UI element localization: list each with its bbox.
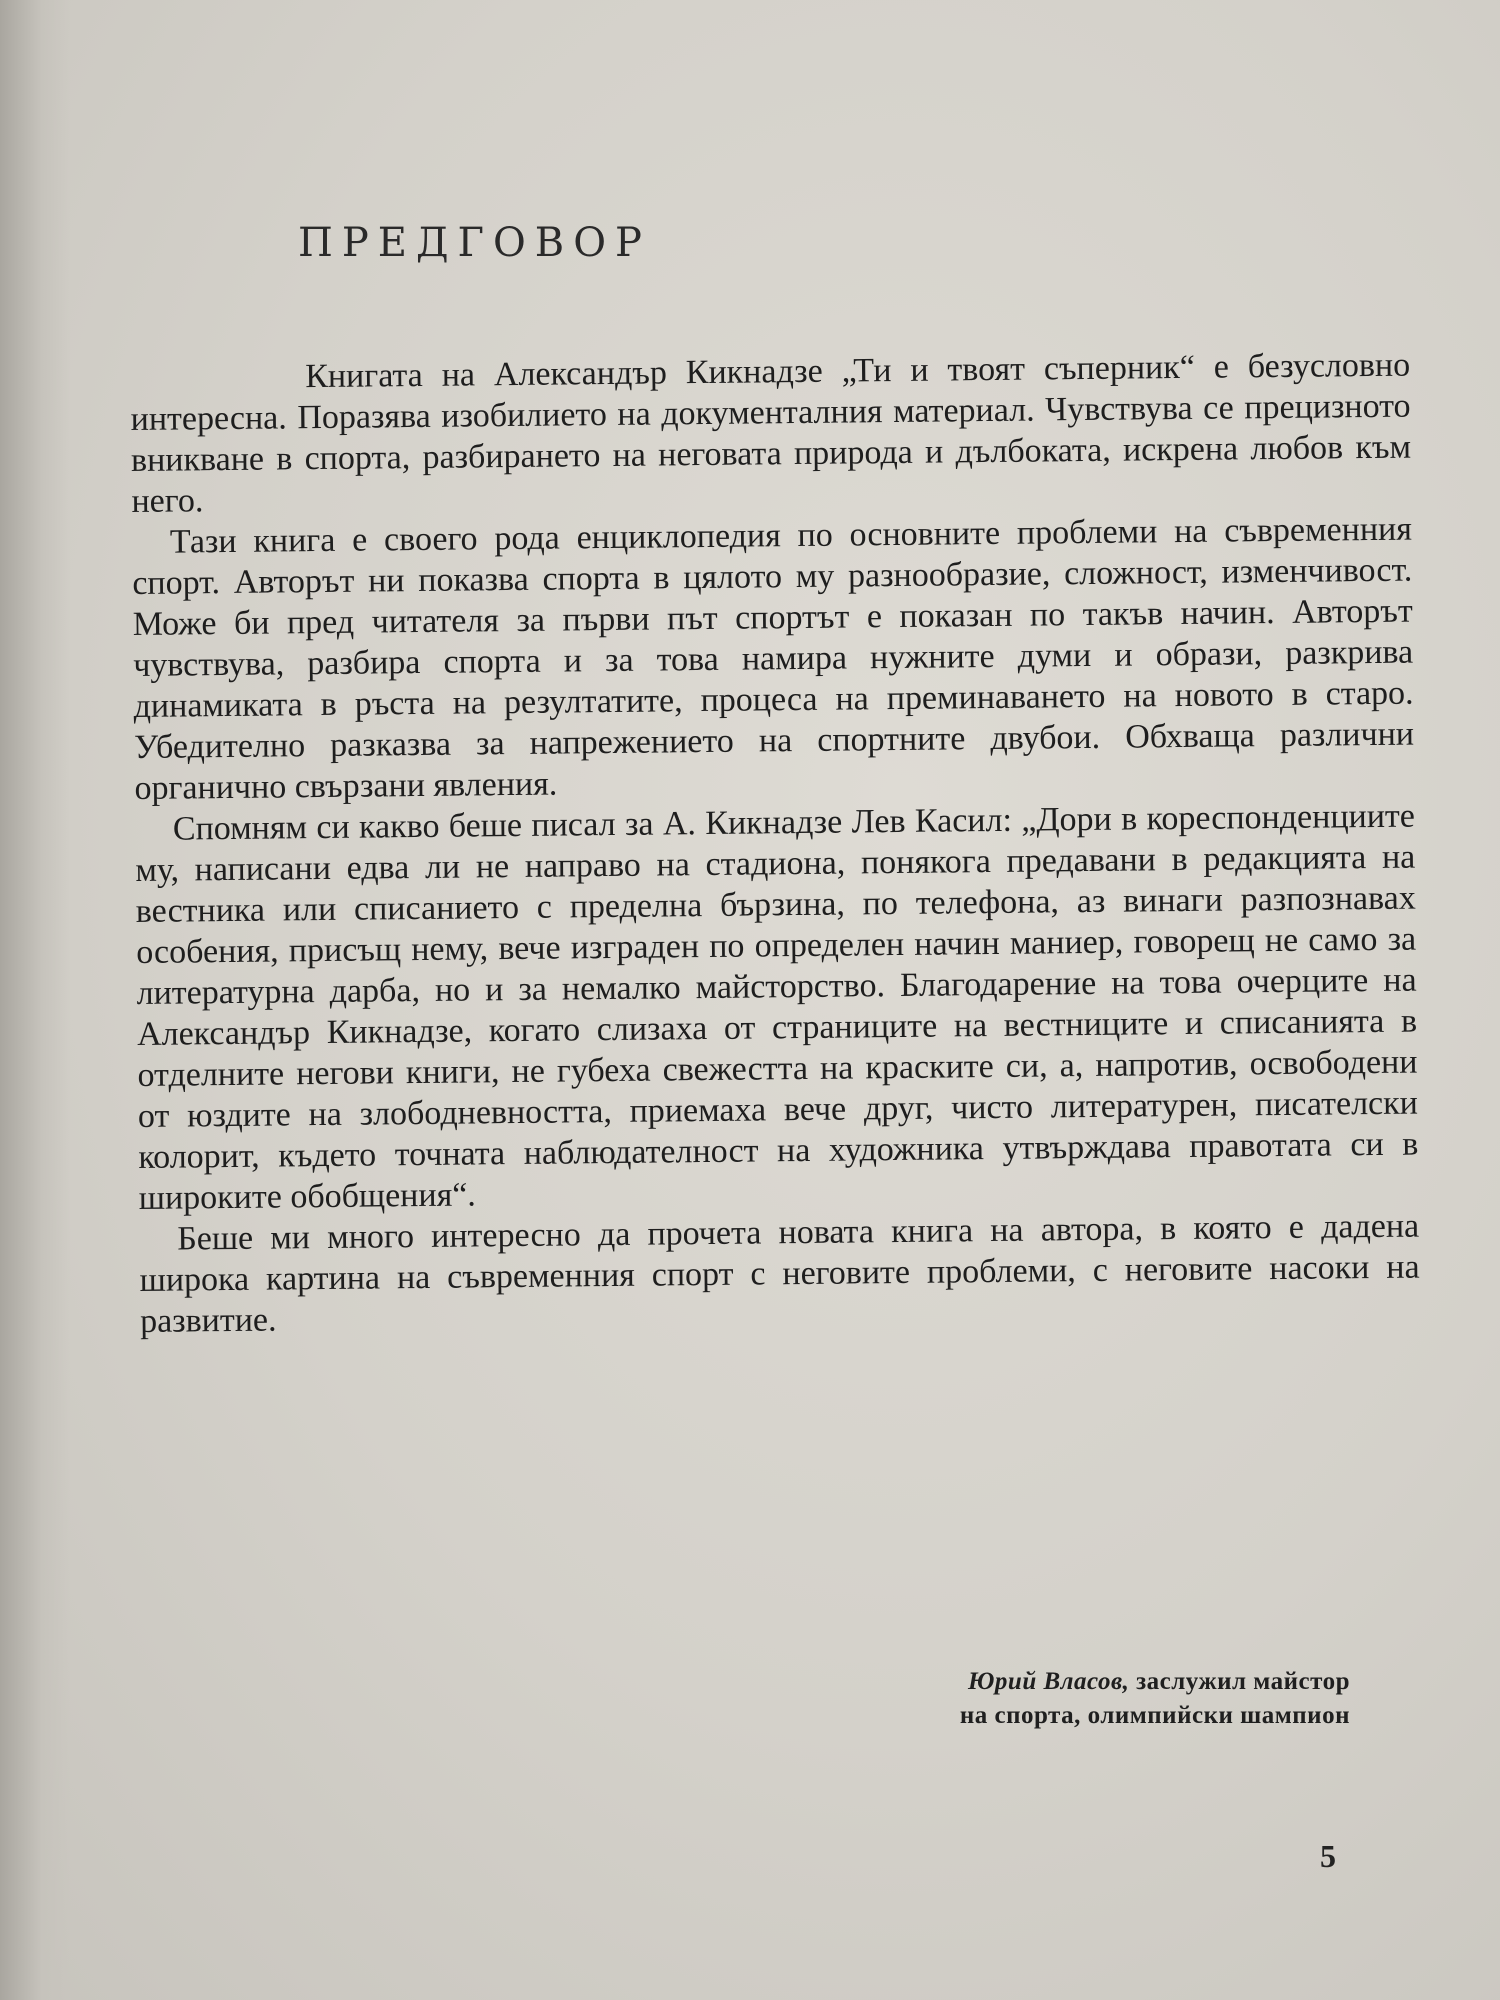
paragraph-1: Книгата на Александър Кикнадзе „Ти и твоят съперник“ е безусловно интересна. Поразява изобилието на документалния материал. Чувствува се прецизното вникване в спорта, разбирането на неговата природа и дълбоката, искрена любов към него.	[130, 346, 1412, 520]
author-signature	[820, 1665, 1350, 1733]
paragraph-2: Тази книга е своего рода енциклопедия по основните проблеми на съвременния спорт. Авторът ни показва спорта в цялото му разнообразие, сложност, изменчивост. Може би пред читателя за първи път спортът е показан по такъв начин. Авторът чувствува, разбира спорта и за това намира нужните думи и образи, разкрива динамиката в ръста на резултатите, процеса на преминаването на новото в старо. Убедително разказва за напрежението на спортните двубои. Обхваща различни органично свързани явления.	[132, 510, 1415, 807]
signature-title-2: на спорта, олимпийски шампион	[959, 1702, 1350, 1729]
book-gutter-shadow	[0, 0, 70, 2000]
preface-body	[130, 345, 1420, 1342]
signature-line-1	[820, 1665, 1350, 1699]
signature-name: Юрий Власов,	[968, 1668, 1130, 1695]
paragraph-4: Беше ми много интересно да прочета новата книга на автора, в която е дадена широка картина на съвременния спорт с неговите проблеми, с неговите насоки на развитие.	[139, 1207, 1420, 1340]
signature-title-1: заслужил майстор	[1136, 1668, 1350, 1695]
page-number: 5	[1320, 1838, 1336, 1874]
paragraph-3: Спомням си какво беше писал за А. Кикнадзе Лев Касил: „Дори в кореспонденциите му, написани едва ли не направо на стадиона, понякога предавани в редакцията на вестника или списанието с пределна бързина, по телефона, аз винаги разпознавах особения, присъщ нему, вече изграден по определен начин маниер, говорещ не само за литературна дарба, но и за немалко майсторство. Благодарение на това очерците на Александър Кикнадзе, когато слизаха от страниците на вестниците и списанията в отделните негови книги, не губеха свежестта на краските си, а, напротив, освободени от юздите на злободневността, приемаха вече друг, чисто литературен, писателски колорит, където точната наблюдателност на художника утвърждава правотата си в широките обобщения“.	[135, 797, 1419, 1217]
page-heading: ПРЕДГОВОР	[298, 220, 651, 266]
